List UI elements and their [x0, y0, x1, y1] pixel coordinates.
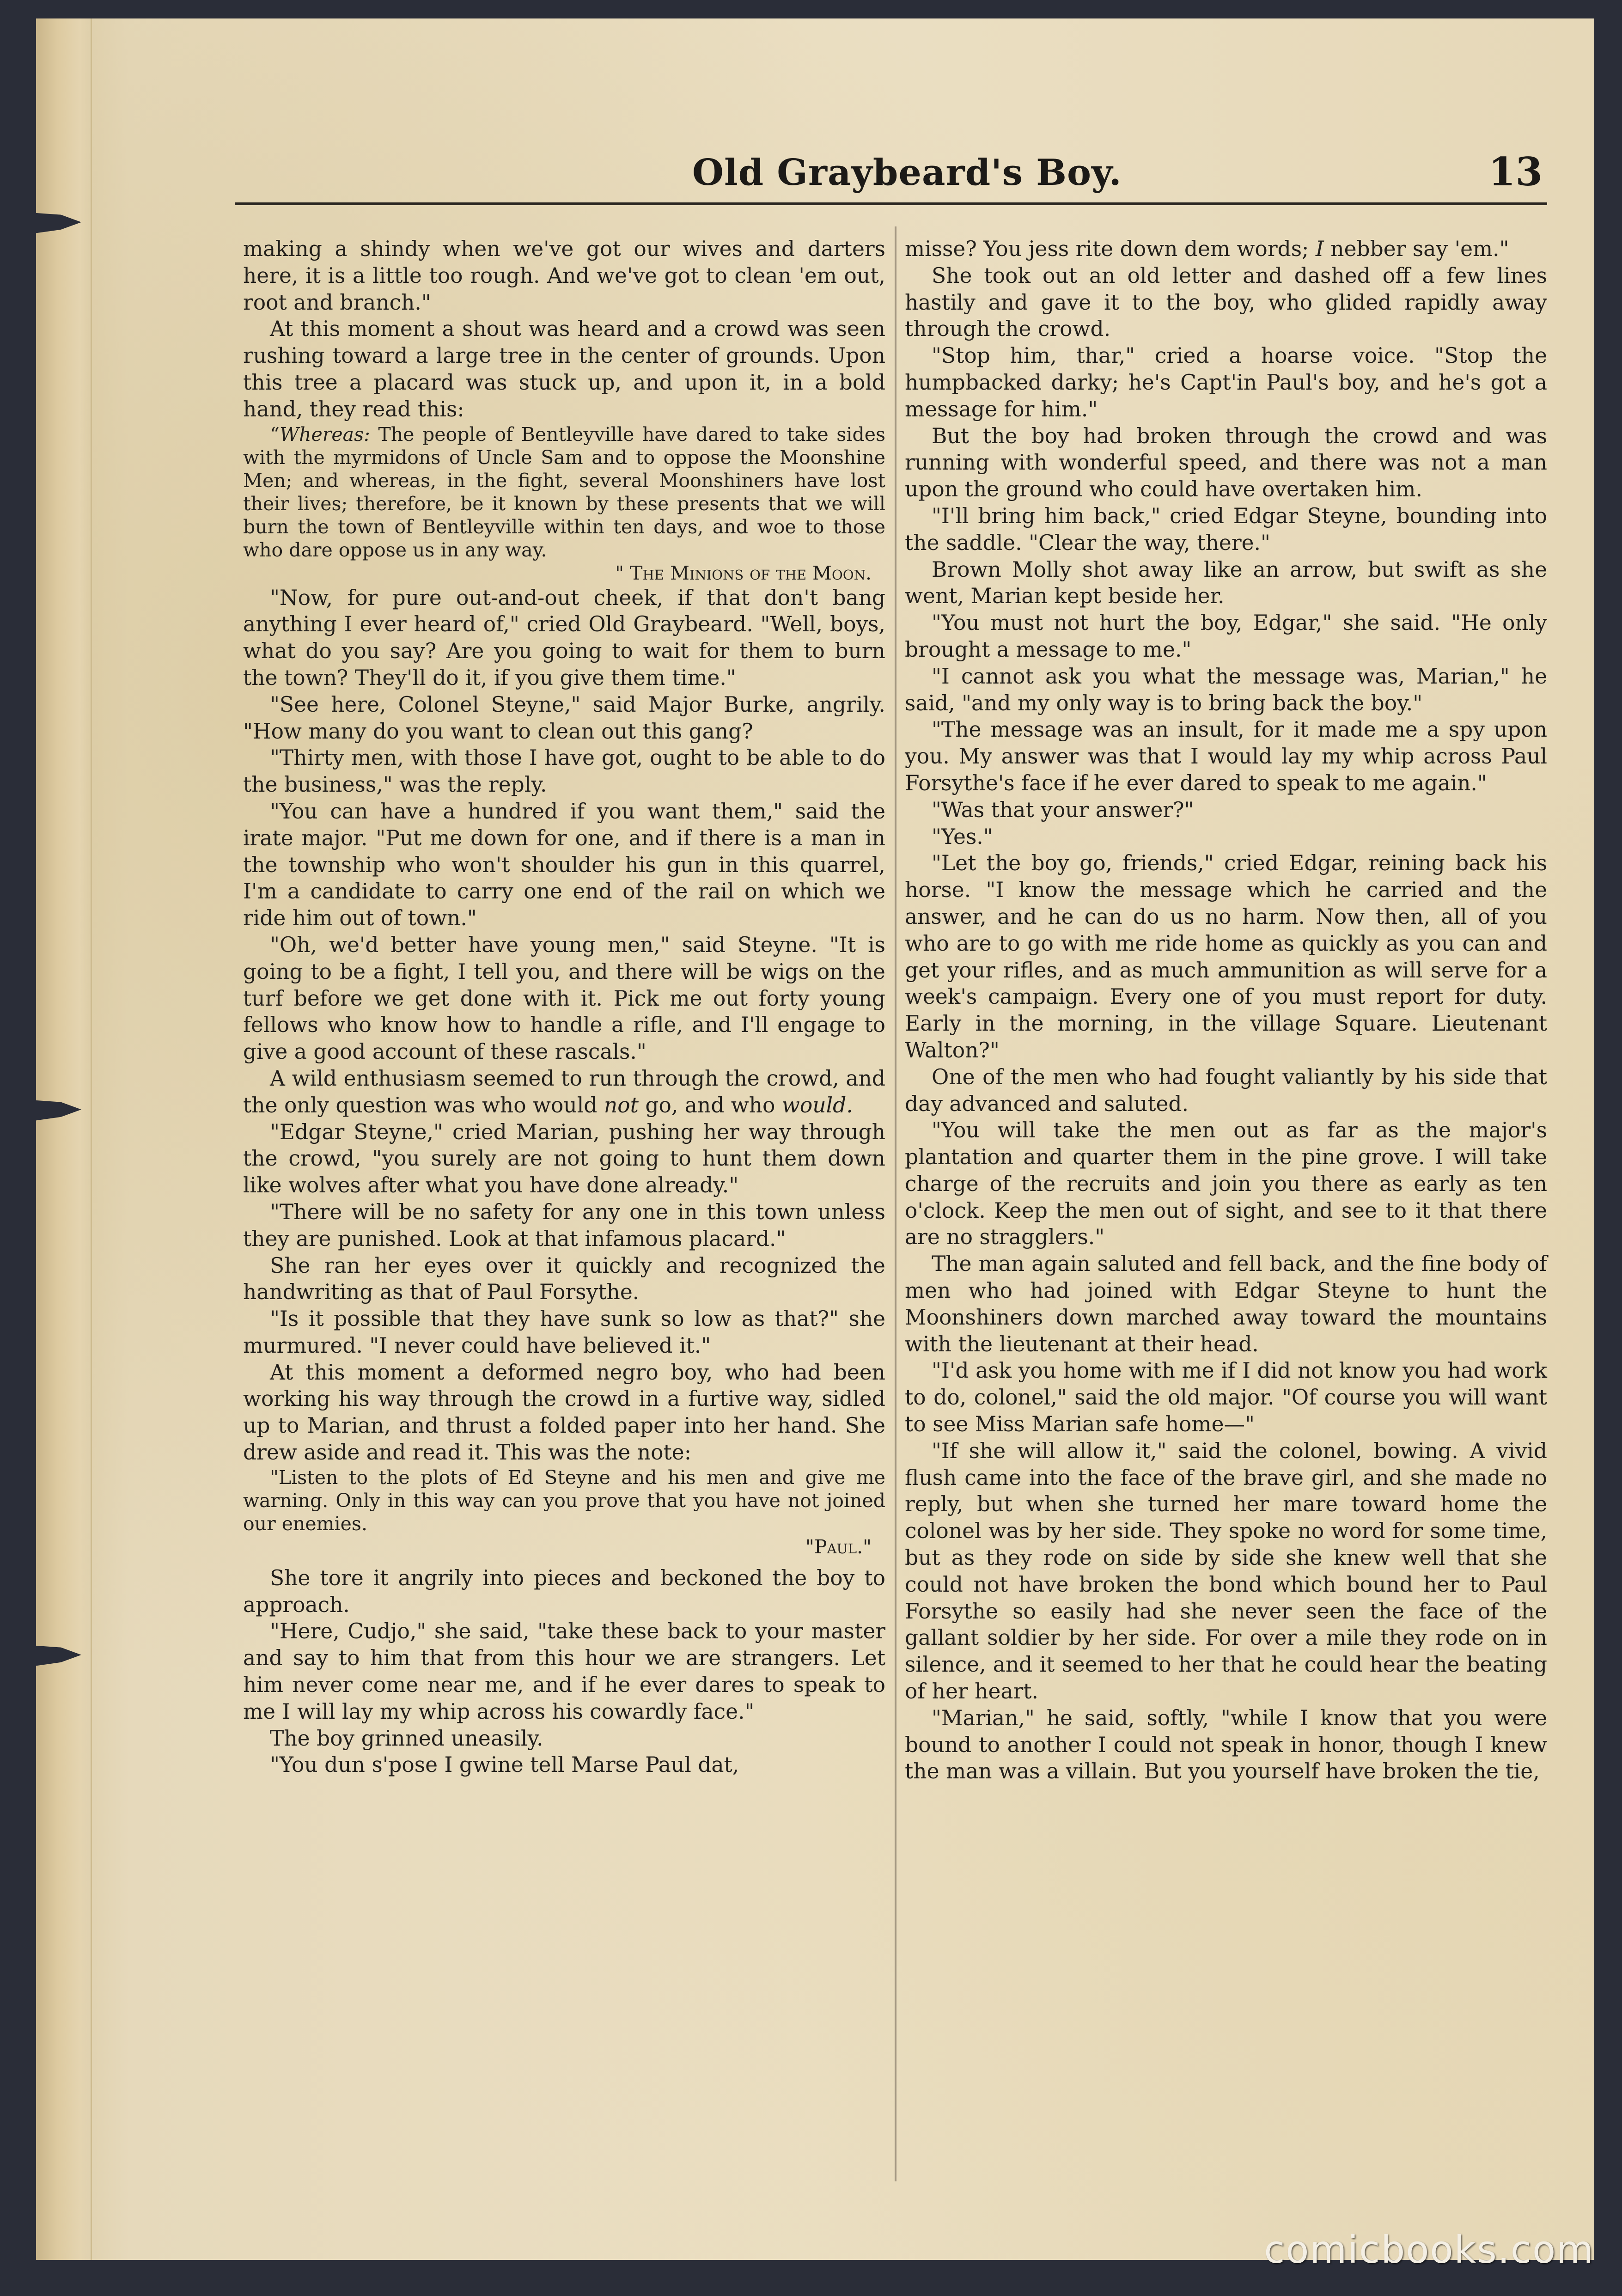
paragraph: "Marian," he said, softly, "while I know that you were bound to another I could not speak in honor, though I knew the man was a villain. But you yourself have broken the tie,	[905, 1705, 1547, 1784]
paragraph: "See here, Colonel Steyne," said Major Burke, angrily. "How many do you want to clean out this gang?	[243, 692, 885, 744]
right-column	[905, 236, 1547, 1785]
paragraph: "I'll bring him back," cried Edgar Steyne, bounding into the saddle. "Clear the way, there."	[905, 503, 1547, 555]
paragraph: One of the men who had fought valiantly by his side that day advanced and saluted.	[905, 1064, 1547, 1116]
paragraph: "I cannot ask you what the message was, Marian," he said, "and my only way is to bring back the boy."	[905, 664, 1547, 715]
paragraph: "There will be no safety for any one in this town unless they are punished. Look at that infamous placard."	[243, 1199, 885, 1251]
paragraph: "Is it possible that they have sunk so low as that?" she murmured. "I never could have believed it."	[243, 1307, 885, 1358]
paragraph: "Let the boy go, friends," cried Edgar, reining back his horse. "I know the message which he carried and the answer, and he can do us no harm. Now then, all of you who are to go with me ride home as quickly as you can and get your rifles, and as much ammunition as will serve for a week's campaign. Every one of you must report for duty. Early in the morning, in the village Square. Lieutenant Walton?"	[905, 851, 1547, 1063]
paragraph: "Yes."	[932, 824, 993, 849]
paragraph: At this moment a deformed negro boy, who had been working his way through the crowd in a furtive way, sidled up to Marian, and thrust a folded paper into her hand. She drew aside and read it. This was the note:	[243, 1360, 885, 1465]
paragraph: "If she will allow it," said the colonel, bowing. A vivid flush came into the face of the brave girl, and she made no reply, but when she turned her mare toward home the colonel was by her side. They spoke no word for some time, but as they rode on side by side she knew well that she could not have broken the bond which bound her to Paul Forsythe so easily had she never seen the face of the gallant soldier by her side. For over a mile they rode on in silence, and it seemed to her that he could hear the beating of her heart.	[905, 1438, 1547, 1704]
paragraph: "You dun s'pose I gwine tell Marse Paul dat,	[270, 1753, 739, 1777]
page-header	[235, 142, 1547, 216]
note-text: "Listen to the plots of Ed Steyne and his men and give me warning. Only in this way can you prove that you have not joined our enemies.	[243, 1466, 885, 1535]
page-spine	[36, 18, 92, 2260]
column-divider	[895, 226, 896, 2181]
magazine-page	[36, 18, 1594, 2260]
paragraph: At this moment a shout was heard and a crowd was seen rushing toward a large tree in the center of grounds. Upon this tree a placard was stuck up, and upon it, in a bold hand, they read this:	[243, 317, 885, 421]
site-watermark: comicbooks.com	[1264, 2228, 1594, 2272]
paragraph: "Stop him, thar," cried a hoarse voice. "Stop the humpbacked darky; he's Capt'in Paul's boy, and he's got a message for him."	[905, 343, 1547, 421]
placard-lead: Whereas:	[279, 423, 370, 446]
paragraph: "You must not hurt the boy, Edgar," she said. "He only brought a message to me."	[905, 611, 1547, 662]
paragraph: She tore it angrily into pieces and beckoned the boy to approach.	[243, 1565, 885, 1617]
paragraph: She ran her eyes over it quickly and recognized the handwriting as that of Paul Forsythe.	[243, 1253, 885, 1305]
paragraph: "You can have a hundred if you want them," said the irate major. "Put me down for one, and if there is a man in the township who won't shoulder his gun in this quarrel, I'm a candidate to carry one end of the rail on which we ride him out of town."	[243, 799, 885, 931]
paragraph: The man again saluted and fell back, and the fine body of men who had joined with Edgar Steyne to hunt the Moonshiners down marched away toward the mountains with the lieutenant at their head.	[905, 1252, 1547, 1356]
paragraph: "Oh, we'd better have young men," said Steyne. "It is going to be a fight, I tell you, and there will be wigs on the turf before we get done with it. Pick me out forty young fellows who know how to handle a rifle, and I'll engage to give a good account of these rascals."	[243, 932, 885, 1064]
paragraph: "Was that your answer?"	[932, 797, 1194, 822]
paragraph: "You will take the men out as far as the major's plantation and quarter them in the pine grove. I will take charge of the recruits and join you there as early as ten o'clock. Keep the men out of sight, and see to it that there are no stragglers."	[905, 1118, 1547, 1250]
note-signature: "Paul."	[805, 1535, 872, 1558]
paragraph: "Edgar Steyne," cried Marian, pushing her way through the crowd, "you surely are not going to hunt them down like wolves after what you have done already."	[243, 1119, 885, 1198]
paragraph: Brown Molly shot away like an arrow, but swift as she went, Marian kept beside her.	[905, 557, 1547, 609]
left-column	[243, 236, 885, 1778]
placard-text: “Whereas: The people of Bentleyville have dared to take sides with the myrmidons of Uncle Sam and to oppose the Moonshine Men; and whereas, in the fight, several Moonshiners have lost their lives; therefore, be it known by these presents that we will burn the town of Bentleyville within ten days, and woe to those who dare oppose us in any way.	[243, 423, 885, 561]
paragraph: But the boy had broken through the crowd and was running with wonderful speed, and there was not a man upon the ground who could have overtaken him.	[905, 423, 1547, 502]
header-rule	[235, 202, 1547, 205]
paragraph: making a shindy when we've got our wives and darters here, it is a little too rough. And we've got to clean 'em out, root and branch."	[243, 237, 885, 315]
paragraph: "Now, for pure out-and-out cheek, if that don't bang anything I ever heard of," cried Old Graybeard. "Well, boys, what do you say? Are you going to wait for them to burn the town? They'll do it, if you give them time."	[243, 585, 885, 690]
paragraph: misse? You jess rite down dem words; I nebber say 'em."	[905, 237, 1509, 261]
paragraph: "The message was an insult, for it made me a spy upon you. My answer was that I would lay my whip across Paul Forsythe's face if he ever dared to speak to me again."	[905, 717, 1547, 795]
paragraph: The boy grinned uneasily.	[270, 1726, 543, 1751]
paragraph: "Thirty men, with those I have got, ought to be able to do the business," was the reply.	[243, 745, 885, 797]
paragraph: "Here, Cudjo," she said, "take these back to your master and say to him that from this hour we are strangers. Let him never come near me, and if he ever dares to speak to me I will lay my whip across his cowardly face."	[243, 1619, 885, 1724]
placard-signature: " The Minions of the Moon.	[615, 562, 872, 584]
paragraph: She took out an old letter and dashed off a few lines hastily and gave it to the boy, who glided rapidly away through the crowd.	[905, 263, 1547, 342]
paragraph: "I'd ask you home with me if I did not know you had work to do, colonel," said the old major. "Of course you will want to see Miss Marian safe home—"	[905, 1358, 1547, 1437]
paragraph: A wild enthusiasm seemed to run through the crowd, and the only question was who would not go, and who would.	[243, 1066, 885, 1117]
page-number: 13	[1488, 149, 1543, 195]
running-title: Old Graybeard's Boy.	[692, 152, 1122, 194]
